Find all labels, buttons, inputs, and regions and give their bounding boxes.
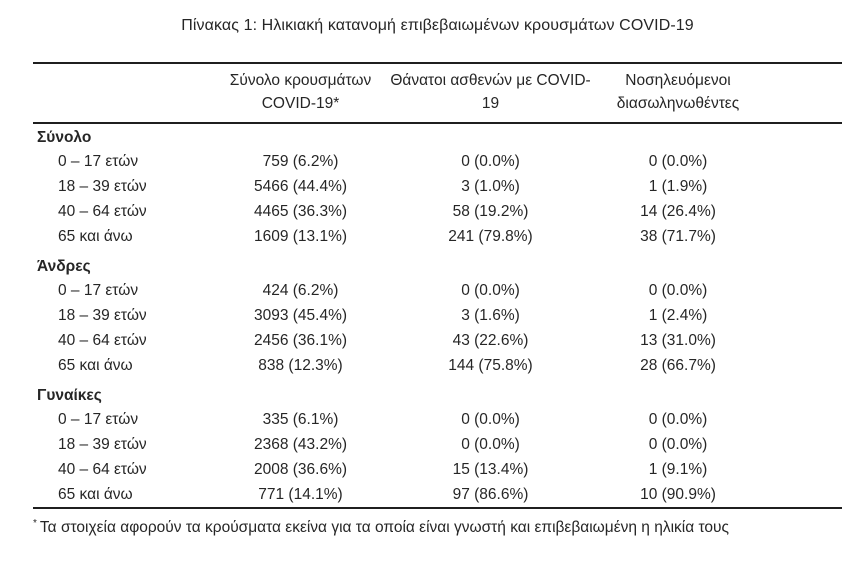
deaths-cell: 241 (79.8%) [448,227,533,245]
intubated-cell: 14 (26.4%) [640,202,716,220]
column-header-deaths: Θάνατοι ασθενών με COVID-19 [388,63,593,123]
deaths-cell: 0 (0.0%) [461,281,520,299]
intubated-cell: 13 (31.0%) [640,331,716,349]
deaths-cell: 97 (86.6%) [452,485,529,503]
table-row [33,303,842,328]
intubated-cell: 0 (0.0%) [648,410,708,428]
deaths-cell: 3 (1.0%) [461,177,520,195]
age-cell: 0 – 17 ετών [58,281,139,299]
header-row [33,63,842,123]
intubated-cell: 1 (1.9%) [648,177,708,195]
intubated-cell: 1 (9.1%) [648,460,708,478]
deaths-cell: 15 (13.4%) [452,460,529,478]
section-row-total [33,123,842,149]
cases-cell: 335 (6.1%) [262,410,339,428]
age-cell: 18 – 39 ετών [58,306,147,324]
age-cell: 65 και άνω [58,227,133,245]
deaths-cell: 58 (19.2%) [452,202,529,220]
cases-cell: 1609 (13.1%) [253,227,348,245]
cases-cell: 759 (6.2%) [262,152,339,170]
cases-cell: 4465 (36.3%) [253,202,348,220]
deaths-cell: 3 (1.6%) [461,306,520,324]
deaths-cell: 0 (0.0%) [461,410,520,428]
intubated-cell: 0 (0.0%) [648,281,708,299]
cases-cell: 2456 (36.1%) [253,331,348,349]
table-row [33,224,842,249]
cases-cell: 3093 (45.4%) [253,306,348,324]
cases-cell: 838 (12.3%) [258,356,343,374]
intubated-cell: 0 (0.0%) [648,152,708,170]
table-row [33,482,842,508]
age-cell: 40 – 64 ετών [58,460,147,478]
table-footnote [33,514,842,538]
table-row [33,407,842,432]
empty-header-cell [33,63,213,123]
age-cell: 65 και άνω [58,356,133,374]
table-header [33,63,842,123]
table-body [33,123,842,508]
deaths-cell: 0 (0.0%) [461,152,520,170]
intubated-cell: 28 (66.7%) [640,356,716,374]
cases-cell: 2008 (36.6%) [253,460,348,478]
section-label: Άνδρες [37,258,91,275]
table-row [33,174,842,199]
table-row [33,278,842,303]
deaths-cell: 0 (0.0%) [461,435,520,453]
deaths-cell: 43 (22.6%) [452,331,529,349]
table-row [33,149,842,174]
footnote-asterisk-marker: * [33,518,37,529]
column-header-intubated: Νοσηλευόμενοι διασωληνωθέντες [593,63,842,123]
age-cell: 18 – 39 ετών [58,435,147,453]
section-row-women [33,378,842,407]
table-title: Πίνακας 1: Ηλικιακή κατανομή επιβεβαιωμένων κρουσμάτων COVID-19 [181,17,694,34]
section-label: Σύνολο [37,129,92,146]
cases-cell: 424 (6.2%) [262,281,339,299]
section-row-men [33,249,842,278]
table-row [33,353,842,378]
table-row [33,199,842,224]
section-label: Γυναίκες [37,387,102,404]
age-cell: 18 – 39 ετών [58,177,147,195]
age-cell: 65 και άνω [58,485,133,503]
cases-cell: 2368 (43.2%) [253,435,348,453]
age-cell: 0 – 17 ετών [58,410,139,428]
footnote-text: Τα στοιχεία αφορούν τα κρούσματα εκείνα για τα οποία είναι γνωστή και επιβεβαιωμένη η ηλικία τους [39,519,729,537]
covid-age-distribution-table [33,62,842,509]
intubated-cell: 10 (90.9%) [640,485,716,503]
table-row [33,432,842,457]
age-cell: 40 – 64 ετών [58,331,147,349]
intubated-cell: 0 (0.0%) [648,435,708,453]
cases-cell: 771 (14.1%) [258,485,343,503]
table-row [33,328,842,353]
intubated-cell: 1 (2.4%) [648,306,708,324]
age-cell: 40 – 64 ετών [58,202,147,220]
table-row [33,457,842,482]
deaths-cell: 144 (75.8%) [448,356,533,374]
cases-cell: 5466 (44.4%) [253,177,348,195]
column-header-total-cases: Σύνολο κρουσμάτων COVID-19* [213,63,388,123]
intubated-cell: 38 (71.7%) [640,227,716,245]
age-cell: 0 – 17 ετών [58,152,139,170]
